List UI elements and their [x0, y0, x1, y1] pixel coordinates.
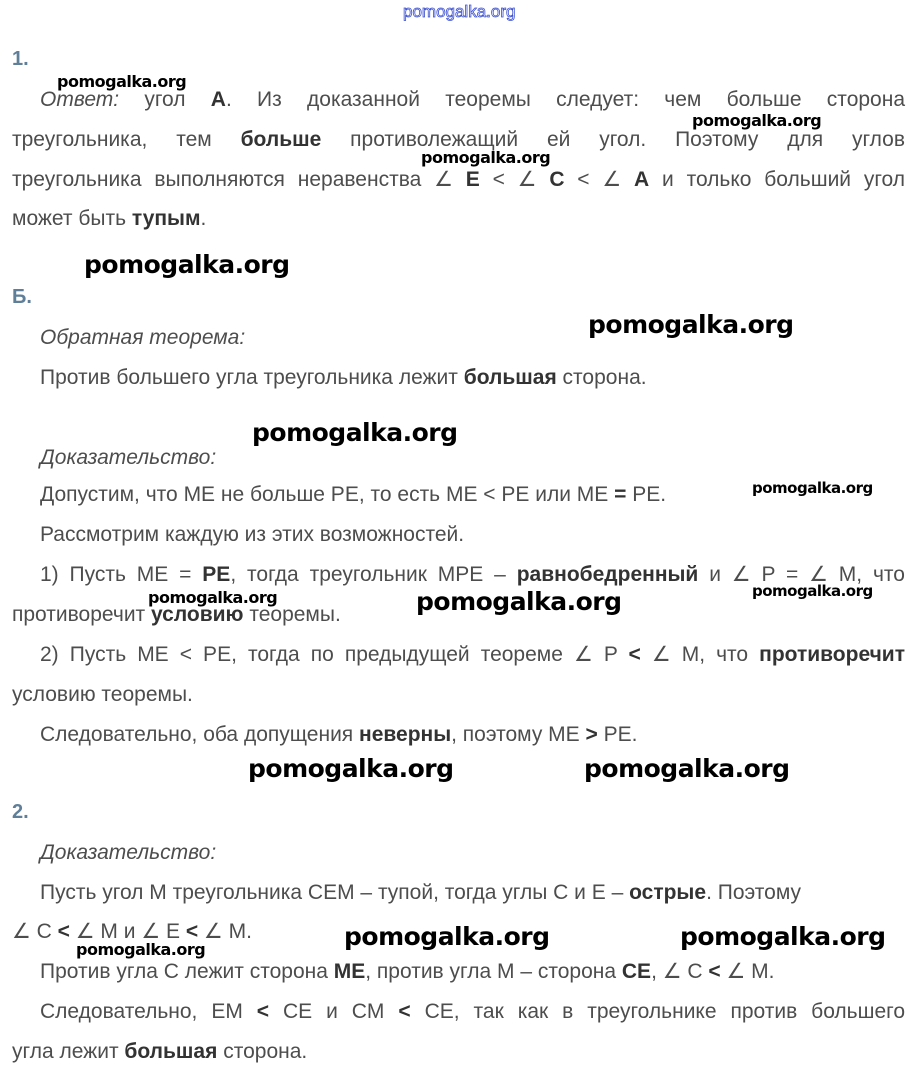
bold-text: <	[708, 960, 721, 983]
heading-2: 2.	[12, 801, 29, 823]
text-segment: угла лежит	[12, 1040, 125, 1063]
text-line	[12, 1039, 905, 1065]
text-segment: 1) Пусть ME =	[40, 563, 203, 586]
text-segment: и только больший угол	[649, 168, 906, 191]
text-segment: .	[200, 207, 207, 230]
text-segment: . Поэтому	[706, 881, 801, 904]
bold-text: большая	[463, 366, 557, 389]
heading-b: Б.	[12, 286, 32, 308]
bold-text: больше	[240, 128, 322, 151]
text-segment: 2) Пусть ME < PE, тогда по предыдущей теореме ∠ P	[40, 643, 629, 666]
italic-label: Доказательство:	[40, 446, 217, 469]
text-segment: сторона.	[556, 366, 647, 389]
text-segment: PE.	[597, 723, 638, 746]
watermark: pomogalka.org	[248, 754, 454, 783]
watermark: pomogalka.org	[588, 310, 794, 339]
text-segment: CE, так как в треугольнике против большего	[410, 1000, 906, 1023]
site-header-logo[interactable]: pomogalka.org	[403, 2, 516, 21]
bold-text: <	[185, 920, 199, 943]
text-segment: , тогда треугольник MPE –	[230, 563, 517, 586]
bold-text: CE	[621, 960, 652, 983]
bold-text: A	[634, 168, 650, 191]
watermark: pomogalka.org	[57, 72, 187, 91]
text-segment: Пусть угол M треугольника CEM – тупой, тогда углы C и E –	[40, 881, 630, 904]
italic-label: Доказательство:	[40, 841, 217, 864]
watermark: pomogalka.org	[344, 922, 550, 951]
watermark: pomogalka.org	[84, 250, 290, 279]
watermark: pomogalka.org	[148, 588, 278, 607]
text-line	[40, 880, 905, 906]
text-segment: PE.	[626, 483, 667, 506]
text-segment: Против большего угла треугольника лежит	[40, 366, 464, 389]
text-segment: ∠ M.	[720, 960, 775, 983]
text-segment: противолежащий ей угол. Поэтому для углов	[321, 128, 905, 151]
text-segment: и ∠ P = ∠ M, что	[698, 563, 905, 586]
bold-text: <	[398, 1000, 411, 1023]
text-segment: < ∠	[479, 168, 550, 191]
text-line	[40, 365, 905, 391]
text-segment: сторона.	[217, 1040, 308, 1063]
text-line	[40, 522, 905, 548]
bold-text: условию	[151, 603, 244, 626]
watermark: pomogalka.org	[76, 940, 206, 959]
text-segment: треугольника выполняются неравенства ∠	[12, 168, 466, 191]
watermark: pomogalka.org	[421, 148, 551, 167]
text-line	[40, 999, 905, 1025]
watermark: pomogalka.org	[752, 479, 873, 497]
bold-text: <	[256, 1000, 270, 1023]
text-line	[12, 206, 905, 232]
text-line	[40, 722, 905, 748]
text-line	[40, 445, 905, 471]
text-segment: ∠ C	[12, 920, 58, 943]
bold-text: тупым	[131, 207, 201, 230]
text-line	[40, 959, 905, 985]
text-segment: Против угла C лежит сторона	[40, 960, 334, 983]
text-segment: Следовательно, оба допущения	[40, 723, 360, 746]
bold-text: <	[628, 643, 641, 666]
text-segment: Следовательно, EM	[40, 1000, 257, 1023]
text-segment: < ∠	[564, 168, 635, 191]
bold-text: большая	[124, 1040, 218, 1063]
text-line	[12, 682, 905, 708]
text-segment: Допустим, что ME не больше PE, то есть ME < PE или ME	[40, 483, 615, 506]
watermark: pomogalka.org	[252, 418, 458, 447]
bold-text: равнобедренный	[516, 563, 699, 586]
text-segment: , против угла M – сторона	[365, 960, 622, 983]
text-segment: CE и CM	[269, 1000, 399, 1023]
bold-text: PE	[202, 563, 231, 586]
watermark: pomogalka.org	[752, 582, 873, 600]
italic-label: Обратная теорема:	[40, 326, 246, 349]
text-segment: треугольника, тем	[12, 128, 241, 151]
bold-text: <	[57, 920, 70, 943]
text-line	[40, 642, 905, 668]
text-segment: ∠ M.	[198, 920, 252, 943]
watermark: pomogalka.org	[416, 587, 622, 616]
italic-label: Ответ:	[40, 88, 120, 111]
bold-text: =	[614, 483, 627, 506]
bold-text: острые	[629, 881, 707, 904]
bold-text: ME	[333, 960, 366, 983]
text-segment: ∠ M и ∠ E	[69, 920, 186, 943]
heading-1: 1.	[12, 48, 29, 70]
watermark: pomogalka.org	[680, 922, 886, 951]
text-segment: , поэтому ME	[451, 723, 586, 746]
text-segment: Рассмотрим каждую из этих возможностей.	[40, 523, 465, 546]
bold-text: >	[585, 723, 598, 746]
watermark: pomogalka.org	[584, 754, 790, 783]
text-segment: противоречит	[12, 603, 152, 626]
bold-text: А	[210, 88, 226, 111]
bold-text: C	[549, 168, 565, 191]
text-line	[40, 840, 905, 866]
text-segment: , ∠ C	[651, 960, 709, 983]
text-segment: . Из доказанной теоремы следует: чем больше сторона	[225, 88, 906, 111]
watermark: pomogalka.org	[692, 111, 822, 130]
bold-text: E	[465, 168, 480, 191]
bold-text: противоречит	[759, 643, 905, 666]
text-line	[12, 167, 905, 193]
text-segment: может быть	[12, 207, 132, 230]
text-segment: условию теоремы.	[12, 683, 193, 706]
text-segment: ∠ M, что	[640, 643, 760, 666]
text-segment: теоремы.	[243, 603, 341, 626]
bold-text: неверны	[359, 723, 452, 746]
text-segment: угол	[119, 88, 211, 111]
